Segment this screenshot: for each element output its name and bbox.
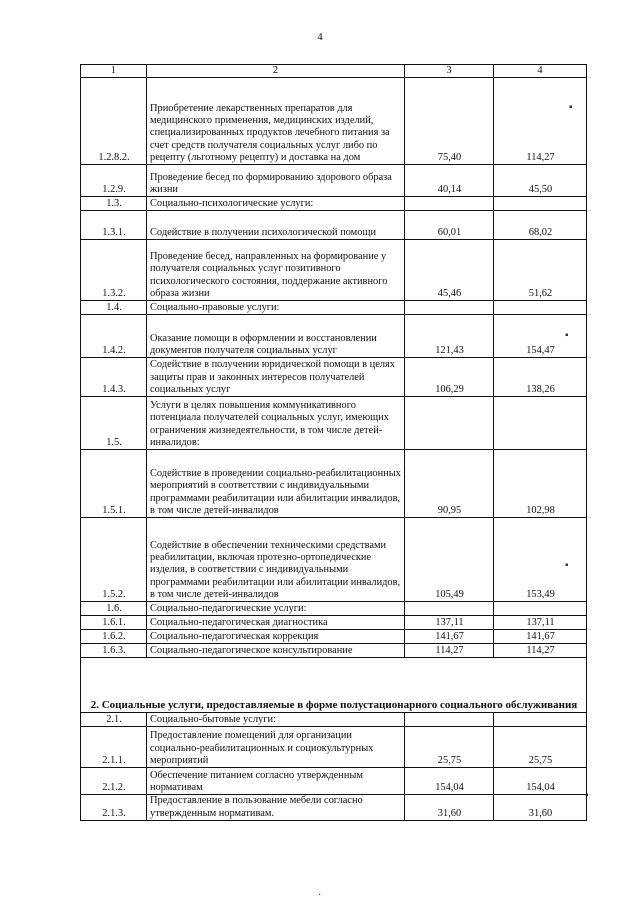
service-code: 1.6.3. xyxy=(81,644,147,658)
page-number: 4 xyxy=(317,31,323,43)
service-name: Социально-педагогическое консультирование xyxy=(147,644,405,658)
header-cell-name: 2 xyxy=(147,65,405,78)
service-code: 1.5. xyxy=(81,397,147,450)
service-code: 1.4.2. xyxy=(81,315,147,358)
tariff-value-col3 xyxy=(405,602,494,616)
tariff-value-col4 xyxy=(494,197,587,211)
service-name: Социально-педагогические услуги: xyxy=(147,602,405,616)
table-row xyxy=(81,616,587,630)
tariff-value-col3: 154,04 xyxy=(405,768,494,795)
table-row xyxy=(81,518,587,602)
tariff-value-col4: 114,27 xyxy=(494,78,587,165)
tariff-value-col3 xyxy=(405,397,494,450)
table-row xyxy=(81,78,587,165)
section-heading-row xyxy=(81,658,587,713)
tariff-value-col3 xyxy=(405,301,494,315)
service-code: 1.2.9. xyxy=(81,165,147,197)
service-name: Содействие в получении юридической помощи в целях защиты прав и законных интересов получателей социальных услуг xyxy=(147,358,405,397)
tariff-value-col3: 60,01 xyxy=(405,211,494,240)
tariff-value-col4: 138,26 xyxy=(494,358,587,397)
group-row xyxy=(81,197,587,211)
scan-speck: ▪ xyxy=(565,560,569,571)
service-code: 2.1.1. xyxy=(81,727,147,768)
tariff-value-col3 xyxy=(405,197,494,211)
tariff-value-col3: 45,46 xyxy=(405,240,494,301)
service-name: Приобретение лекарственных препаратов для медицинского применения, медицинских изделий, специализированных продуктов лечебного питания за счет средств получателя социальных услуг либо по рецепту (льготному рецепту) и доставка на дом xyxy=(147,78,405,165)
tariff-value-col4: 141,67 xyxy=(494,630,587,644)
table-row xyxy=(81,768,587,795)
tariff-value-col4: 114,27 xyxy=(494,644,587,658)
table-row xyxy=(81,165,587,197)
table-row xyxy=(81,644,587,658)
tariff-value-col3: 75,40 xyxy=(405,78,494,165)
scan-speck: · xyxy=(318,890,322,901)
service-code: 1.2.8.2. xyxy=(81,78,147,165)
service-name: Предоставление в пользование мебели согласно утвержденным нормативам. xyxy=(147,795,405,821)
tariff-value-col4 xyxy=(494,397,587,450)
service-code: 2.1. xyxy=(81,713,147,727)
section-title: 2. Социальные услуги, предоставляемые в форме полустационарного социального обслуживания xyxy=(81,658,587,713)
tariff-value-col4: 51,62 xyxy=(494,240,587,301)
tariff-value-col3: 31,60 xyxy=(405,795,494,821)
service-name: Содействие в получении психологической помощи xyxy=(147,211,405,240)
tariff-value-col4: 102,98 xyxy=(494,450,587,518)
tariff-value-col3: 25,75 xyxy=(405,727,494,768)
service-name: Содействие в обеспечении техническими средствами реабилитации, включая протезно-ортопедические изделия, в соответствии с индивидуальными программами реабилитации или абилитации инвалидов, в том числе детей-инвалидов xyxy=(147,518,405,602)
tariff-value-col4: 153,49 xyxy=(494,518,587,602)
service-code: 1.3.2. xyxy=(81,240,147,301)
service-name: Проведение бесед по формированию здорового образа жизни xyxy=(147,165,405,197)
tariff-value-col3: 40,14 xyxy=(405,165,494,197)
tariff-value-col4: 25,75 xyxy=(494,727,587,768)
service-code: 1.5.1. xyxy=(81,450,147,518)
service-code: 1.3. xyxy=(81,197,147,211)
header-cell-code: 1 xyxy=(81,65,147,78)
service-name: Проведение бесед, направленных на формирование у получателя социальных услуг позитивного психологического состояния, поддержание активного образа жизни xyxy=(147,240,405,301)
service-name: Оказание помощи в оформлении и восстановлении документов получателя социальных услуг xyxy=(147,315,405,358)
tariff-value-col3: 141,67 xyxy=(405,630,494,644)
service-name: Социально-педагогическая диагностика xyxy=(147,616,405,630)
service-code: 2.1.2. xyxy=(81,768,147,795)
group-row xyxy=(81,301,587,315)
service-code: 2.1.3. xyxy=(81,795,147,821)
tariff-value-col3: 114,27 xyxy=(405,644,494,658)
service-name: Услуги в целях повышения коммуникативного потенциала получателей социальных услуг, имеющих ограничения жизнедеятельности, в том числе детей-инвалидов: xyxy=(147,397,405,450)
table-row xyxy=(81,795,587,821)
tariff-value-col3: 121,43 xyxy=(405,315,494,358)
service-code: 1.4. xyxy=(81,301,147,315)
scan-speck: ▪ xyxy=(565,330,569,341)
service-code: 1.6.1. xyxy=(81,616,147,630)
table-header-row xyxy=(81,65,587,78)
table-row xyxy=(81,630,587,644)
table-row xyxy=(81,315,587,358)
table-row xyxy=(81,450,587,518)
tariff-value-col4: 45,50 xyxy=(494,165,587,197)
service-code: 1.5.2. xyxy=(81,518,147,602)
tariff-value-col3: 137,11 xyxy=(405,616,494,630)
tariff-value-col3: 90,95 xyxy=(405,450,494,518)
table-row xyxy=(81,727,587,768)
group-row xyxy=(81,397,587,450)
table-row xyxy=(81,358,587,397)
tariff-value-col4: 137,11 xyxy=(494,616,587,630)
group-row xyxy=(81,602,587,616)
table-row xyxy=(81,240,587,301)
service-code: 1.4.3. xyxy=(81,358,147,397)
header-cell-value-3: 3 xyxy=(405,65,494,78)
tariff-value-col4 xyxy=(494,713,587,727)
tariff-value-col4 xyxy=(494,602,587,616)
service-code: 1.6. xyxy=(81,602,147,616)
header-cell-value-4: 4 xyxy=(494,65,587,78)
table-row xyxy=(81,211,587,240)
tariff-value-col4 xyxy=(494,301,587,315)
service-name: Социально-правовые услуги: xyxy=(147,301,405,315)
tariff-value-col3: 106,29 xyxy=(405,358,494,397)
service-name: Социально-психологические услуги: xyxy=(147,197,405,211)
service-name: Содействие в проведении социально-реабилитационных мероприятий в соответствии с индивидуальными программами реабилитации или абилитации инвалидов, в том числе детей-инвалидов xyxy=(147,450,405,518)
tariff-value-col4: 154,47 xyxy=(494,315,587,358)
service-name: Социально-бытовые услуги: xyxy=(147,713,405,727)
service-code: 1.6.2. xyxy=(81,630,147,644)
service-name: Обеспечение питанием согласно утвержденным нормативам xyxy=(147,768,405,795)
tariff-value-col4: 154,04 xyxy=(494,768,587,795)
services-tariff-table xyxy=(80,64,587,821)
tariff-value-col3: 105,49 xyxy=(405,518,494,602)
service-name: Социально-педагогическая коррекция xyxy=(147,630,405,644)
tariff-value-col4: 68,02 xyxy=(494,211,587,240)
tariff-value-col3 xyxy=(405,713,494,727)
service-name: Предоставление помещений для организации социально-реабилитационных и социокультурных мероприятий xyxy=(147,727,405,768)
tariff-value-col4: 31,60 xyxy=(494,795,587,821)
scan-speck: ▪ xyxy=(569,102,573,113)
scan-speck: ▪ xyxy=(585,790,589,801)
service-code: 1.3.1. xyxy=(81,211,147,240)
group-row xyxy=(81,713,587,727)
